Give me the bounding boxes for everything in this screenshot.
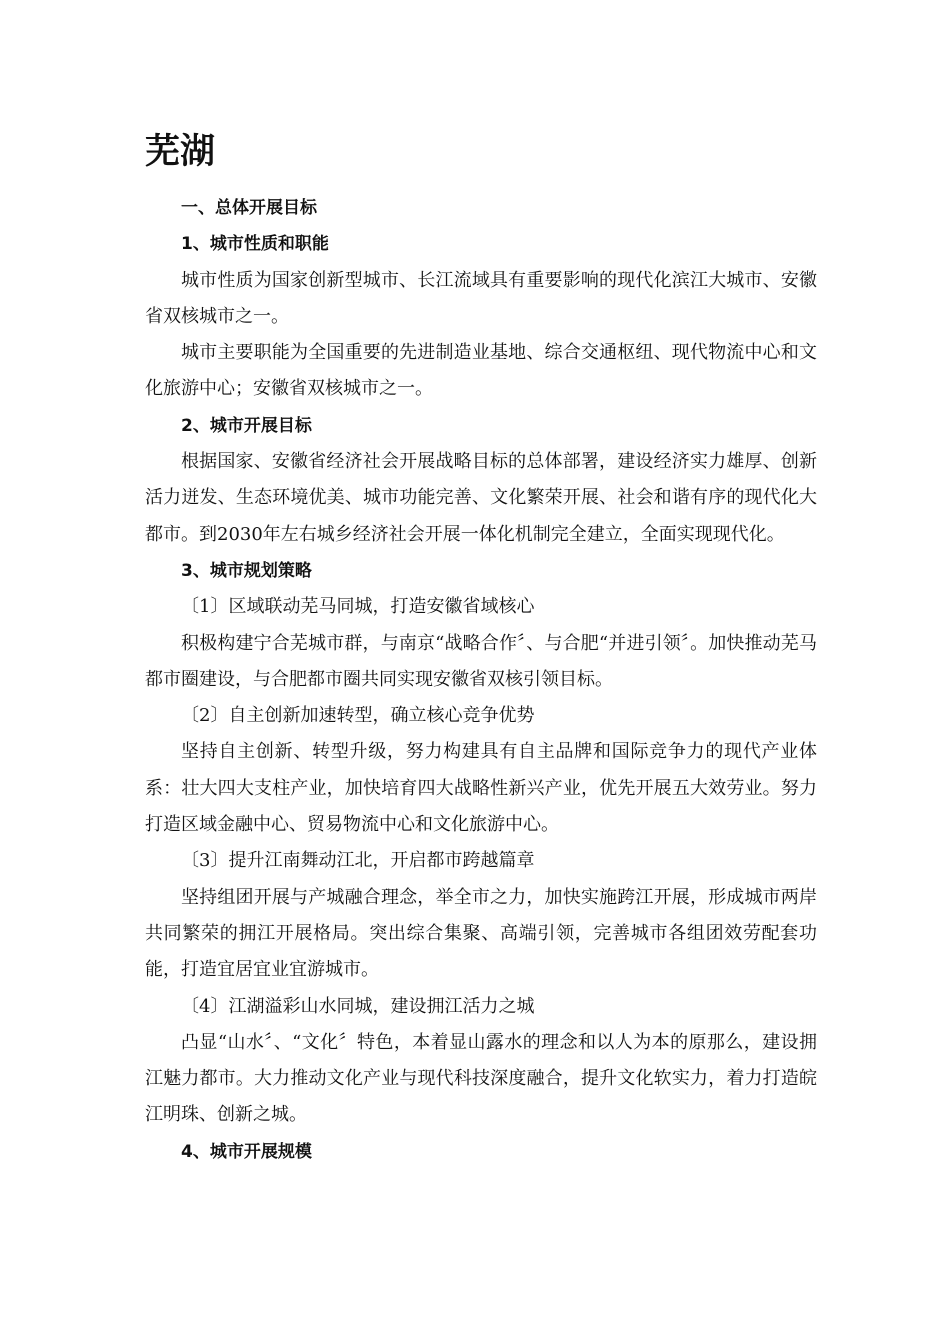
paragraph: 凸显“山水〞、“文化〞特色，本着显山露水的理念和以人为本的原那么，建设拥江魅力都市。大力推动文化产业与现代科技深度融合，提升文化软实力，着力打造皖江明珠、创新之城。 <box>145 1031 817 1126</box>
paragraph: 坚持自主创新、转型升级，努力构建具有自主品牌和国际竞争力的现代产业体系：壮大四大支柱产业，加快培育四大战略性新兴产业，优先开展五大效劳业。努力打造区域金融中心、贸易物流中心和文化旅游中心。 <box>145 741 817 836</box>
strategy-item-title: 〔2〕自主创新加速转型，确立核心竞争优势 <box>181 705 535 727</box>
strategy-item-title: 〔1〕区域联动芜马同城，打造安徽省域核心 <box>181 596 535 618</box>
subsection-heading: 2、城市开展目标 <box>181 415 312 436</box>
paragraph: 积极构建宁合芜城市群，与南京“战略合作〞、与合肥“并进引领〞。加快推动芜马都市圈建设，与合肥都市圈共同实现安徽省双核引领目标。 <box>145 632 817 690</box>
strategy-item-title: 〔3〕提升江南舞动江北，开启都市跨越篇章 <box>181 850 535 872</box>
section-heading: 一、总体开展目标 <box>181 198 317 218</box>
page-title: 芜湖 <box>145 132 216 172</box>
paragraph: 城市主要职能为全国重要的先进制造业基地、综合交通枢纽、现代物流中心和文化旅游中心；安徽省双核城市之一。 <box>145 342 817 400</box>
subsection-heading: 1、城市性质和职能 <box>181 234 329 255</box>
document-body <box>145 190 817 1170</box>
paragraph: 城市性质为国家创新型城市、长江流域具有重要影响的现代化滨江大城市、安徽省双核城市之一。 <box>145 269 817 327</box>
subsection-heading: 4、城市开展规模 <box>181 1141 312 1162</box>
paragraph: 根据国家、安徽省经济社会开展战略目标的总体部署，建设经济实力雄厚、创新活力迸发、生态环境优美、城市功能完善、文化繁荣开展、社会和谐有序的现代化大都市。到2030年左右城乡经济社会开展一体化机制完全建立，全面实现现代化。 <box>145 451 817 545</box>
paragraph: 坚持组团开展与产城融合理念，举全市之力，加快实施跨江开展，形成城市两岸共同繁荣的拥江开展格局。突出综合集聚、高端引领，完善城市各组团效劳配套功能，打造宜居宜业宜游城市。 <box>145 886 817 981</box>
subsection-heading: 3、城市规划策略 <box>181 560 312 581</box>
strategy-item-title: 〔4〕江湖溢彩山水同城，建设拥江活力之城 <box>181 995 535 1017</box>
